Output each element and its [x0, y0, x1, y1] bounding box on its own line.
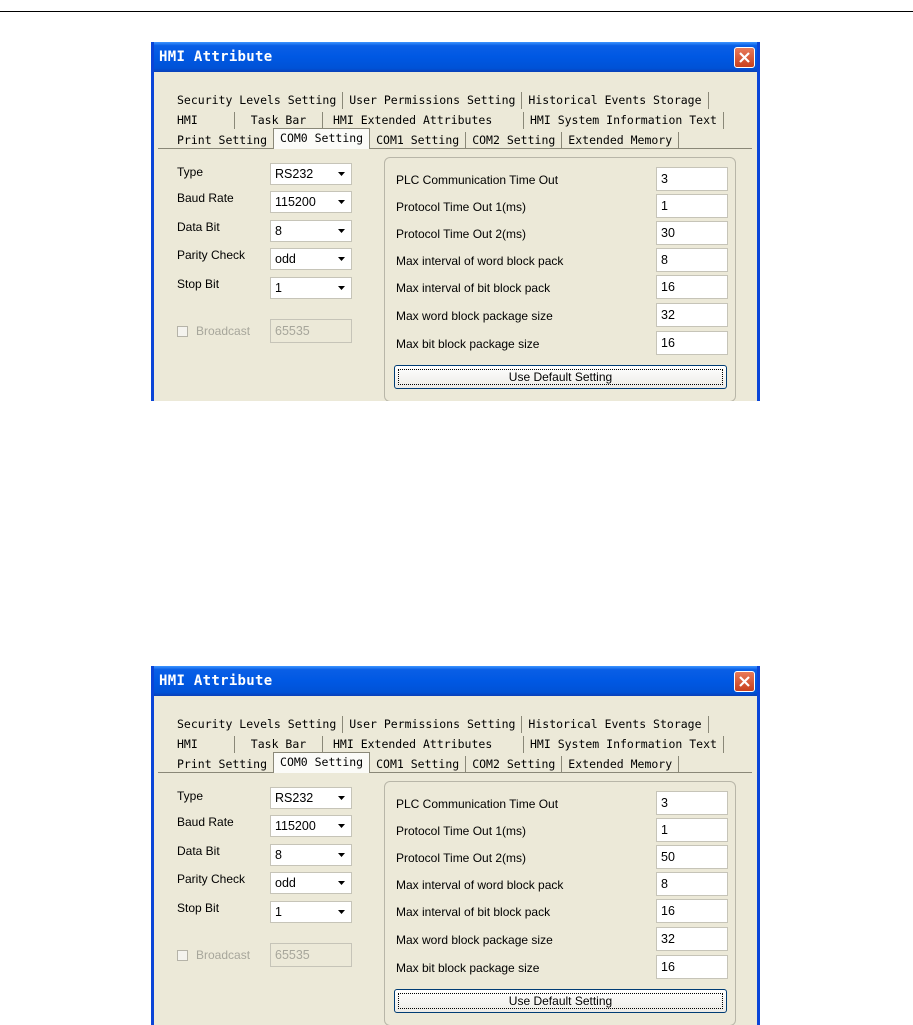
- tab-historical-events-storage[interactable]: Historical Events Storage: [522, 92, 708, 109]
- stop-bit-label: Stop Bit: [177, 901, 220, 915]
- focus-rectangle: [398, 993, 723, 1009]
- dropdown-arrow-icon[interactable]: [333, 165, 350, 183]
- broadcast-label: Broadcast: [196, 324, 251, 338]
- word-block-interval-input[interactable]: [656, 248, 728, 272]
- use-default-setting-button[interactable]: [394, 989, 727, 1013]
- hmi-attribute-dialog-2: [151, 666, 760, 1025]
- tab-print-setting[interactable]: Print Setting: [177, 133, 268, 147]
- stop-bit-label: Stop Bit: [177, 277, 220, 291]
- close-icon: [739, 52, 750, 63]
- timeout-label: Max word block package size: [396, 309, 553, 323]
- timeout-value: 16: [661, 960, 675, 974]
- protocol-settings-group: [384, 157, 736, 401]
- data-bit-value: 8: [275, 224, 282, 238]
- tab-row: [171, 109, 724, 129]
- word-block-size-input[interactable]: [656, 927, 728, 951]
- data-bit-label: Data Bit: [177, 844, 220, 858]
- timeout-value: 50: [661, 850, 675, 864]
- broadcast-address-field[interactable]: [270, 319, 352, 343]
- broadcast-checkbox[interactable]: [177, 326, 188, 337]
- parity-check-select[interactable]: [270, 248, 352, 270]
- dropdown-arrow-icon[interactable]: [333, 279, 350, 297]
- tab-hmi[interactable]: HMI: [171, 112, 235, 129]
- tab-hmi[interactable]: HMI: [171, 736, 235, 753]
- baud-rate-label: Baud Rate: [177, 815, 234, 829]
- hmi-attribute-dialog-1: [151, 42, 760, 401]
- broadcast-address-value: 65535: [275, 948, 310, 962]
- tab-user-permissions-setting[interactable]: User Permissions Setting: [343, 92, 522, 109]
- bit-block-size-input[interactable]: [656, 331, 728, 355]
- dropdown-arrow-icon[interactable]: [333, 903, 350, 921]
- stop-bit-select[interactable]: [270, 901, 352, 923]
- data-bit-select[interactable]: [270, 844, 352, 866]
- tab-hmi-extended-attributes[interactable]: HMI Extended Attributes: [323, 736, 524, 753]
- baud-rate-select[interactable]: [270, 815, 352, 837]
- baud-rate-select[interactable]: [270, 191, 352, 213]
- dropdown-arrow-icon[interactable]: [333, 874, 350, 892]
- com0-settings-panel: [158, 772, 752, 1025]
- timeout-value: 16: [661, 904, 675, 918]
- protocol-timeout-1-input[interactable]: [656, 818, 728, 842]
- timeout-value: 8: [661, 877, 668, 891]
- timeout-value: 8: [661, 253, 668, 267]
- baud-rate-value: 115200: [275, 195, 316, 209]
- dialog-title: HMI Attribute: [159, 673, 273, 689]
- timeout-label: Protocol Time Out 1(ms): [396, 824, 527, 838]
- close-icon: [739, 676, 750, 687]
- tab-row: [171, 713, 709, 733]
- type-value: RS232: [275, 167, 314, 181]
- bit-block-interval-input[interactable]: [656, 899, 728, 923]
- tab-row: [171, 753, 679, 773]
- type-label: Type: [177, 165, 204, 179]
- tab-hmi-system-information-text[interactable]: HMI System Information Text: [524, 736, 724, 753]
- timeout-label: Protocol Time Out 1(ms): [396, 200, 527, 214]
- parity-check-value: odd: [275, 252, 296, 266]
- bit-block-interval-input[interactable]: [656, 275, 728, 299]
- stop-bit-value: 1: [275, 281, 282, 295]
- timeout-label: Max interval of word block pack: [396, 878, 564, 892]
- timeout-value: 1: [661, 823, 668, 837]
- broadcast-address-field[interactable]: [270, 943, 352, 967]
- tab-row: [171, 129, 679, 149]
- timeout-value: 3: [661, 796, 668, 810]
- timeout-label: PLC Communication Time Out: [396, 173, 559, 187]
- tab-task-bar[interactable]: Task Bar: [235, 112, 323, 129]
- protocol-settings-group: [384, 781, 736, 1025]
- tab-historical-events-storage[interactable]: Historical Events Storage: [522, 716, 708, 733]
- use-default-setting-button[interactable]: [394, 365, 727, 389]
- type-label: Type: [177, 789, 204, 803]
- timeout-value: 32: [661, 308, 675, 322]
- close-button[interactable]: [734, 671, 755, 692]
- tab-row: [171, 733, 724, 753]
- stop-bit-select[interactable]: [270, 277, 352, 299]
- timeout-label: Protocol Time Out 2(ms): [396, 227, 527, 241]
- tab-com2-setting[interactable]: COM2 Setting: [466, 132, 562, 149]
- dropdown-arrow-icon[interactable]: [333, 817, 350, 835]
- bit-block-size-input[interactable]: [656, 955, 728, 979]
- timeout-label: Max interval of bit block pack: [396, 905, 551, 919]
- parity-check-select[interactable]: [270, 872, 352, 894]
- data-bit-select[interactable]: [270, 220, 352, 242]
- parity-check-label: Parity Check: [177, 872, 246, 886]
- tab-row: [171, 89, 709, 109]
- tab-com2-setting[interactable]: COM2 Setting: [466, 756, 562, 773]
- parity-check-label: Parity Check: [177, 248, 246, 262]
- timeout-label: Max interval of bit block pack: [396, 281, 551, 295]
- protocol-timeout-2-input[interactable]: [656, 845, 728, 869]
- tab-hmi-system-information-text[interactable]: HMI System Information Text: [524, 112, 724, 129]
- timeout-value: 3: [661, 172, 668, 186]
- type-value: RS232: [275, 791, 314, 805]
- timeout-value: 32: [661, 932, 675, 946]
- dropdown-arrow-icon[interactable]: [333, 846, 350, 864]
- protocol-timeout-1-input[interactable]: [656, 194, 728, 218]
- type-select[interactable]: [270, 163, 352, 185]
- timeout-value: 16: [661, 280, 675, 294]
- tab-extended-memory[interactable]: Extended Memory: [562, 756, 679, 773]
- stop-bit-value: 1: [275, 905, 282, 919]
- dropdown-arrow-icon[interactable]: [333, 222, 350, 240]
- timeout-value: 30: [661, 226, 675, 240]
- close-button[interactable]: [734, 47, 755, 68]
- word-block-interval-input[interactable]: [656, 872, 728, 896]
- timeout-label: Max word block package size: [396, 933, 553, 947]
- timeout-label: Max interval of word block pack: [396, 254, 564, 268]
- tab-com1-setting[interactable]: COM1 Setting: [370, 756, 466, 773]
- data-bit-value: 8: [275, 848, 282, 862]
- tab-security-levels-setting[interactable]: Security Levels Setting: [171, 716, 343, 733]
- plc-communication-timeout-input[interactable]: [656, 167, 728, 191]
- page-header-rule: [0, 11, 913, 12]
- baud-rate-label: Baud Rate: [177, 191, 234, 205]
- tab-com0-setting[interactable]: COM0 Setting: [273, 128, 370, 149]
- timeout-label: Max bit block package size: [396, 337, 540, 351]
- tab-security-levels-setting[interactable]: Security Levels Setting: [171, 92, 343, 109]
- broadcast-checkbox[interactable]: [177, 950, 188, 961]
- plc-communication-timeout-input[interactable]: [656, 791, 728, 815]
- timeout-value: 16: [661, 336, 675, 350]
- tab-com1-setting[interactable]: COM1 Setting: [370, 132, 466, 149]
- data-bit-label: Data Bit: [177, 220, 220, 234]
- broadcast-label: Broadcast: [196, 948, 251, 962]
- tab-task-bar[interactable]: Task Bar: [235, 736, 323, 753]
- timeout-label: Protocol Time Out 2(ms): [396, 851, 527, 865]
- tab-user-permissions-setting[interactable]: User Permissions Setting: [343, 716, 522, 733]
- title-bar[interactable]: [154, 666, 757, 696]
- title-bar[interactable]: [154, 42, 757, 72]
- timeout-label: PLC Communication Time Out: [396, 797, 559, 811]
- timeout-label: Max bit block package size: [396, 961, 540, 975]
- broadcast-address-value: 65535: [275, 324, 310, 338]
- com0-settings-panel: [158, 148, 752, 401]
- tab-extended-memory[interactable]: Extended Memory: [562, 132, 679, 149]
- dialog-title: HMI Attribute: [159, 49, 273, 65]
- tab-print-setting[interactable]: Print Setting: [177, 757, 268, 771]
- dropdown-arrow-icon[interactable]: [333, 789, 350, 807]
- tab-hmi-extended-attributes[interactable]: HMI Extended Attributes: [323, 112, 524, 129]
- use-default-setting-label: Use Default Setting: [508, 370, 613, 384]
- timeout-value: 1: [661, 199, 668, 213]
- dropdown-arrow-icon[interactable]: [333, 250, 350, 268]
- word-block-size-input[interactable]: [656, 303, 728, 327]
- baud-rate-value: 115200: [275, 819, 316, 833]
- protocol-timeout-2-input[interactable]: [656, 221, 728, 245]
- use-default-setting-label: Use Default Setting: [508, 994, 613, 1008]
- focus-rectangle: [398, 369, 723, 385]
- parity-check-value: odd: [275, 876, 296, 890]
- tab-com0-setting[interactable]: COM0 Setting: [273, 752, 370, 773]
- type-select[interactable]: [270, 787, 352, 809]
- dropdown-arrow-icon[interactable]: [333, 193, 350, 211]
